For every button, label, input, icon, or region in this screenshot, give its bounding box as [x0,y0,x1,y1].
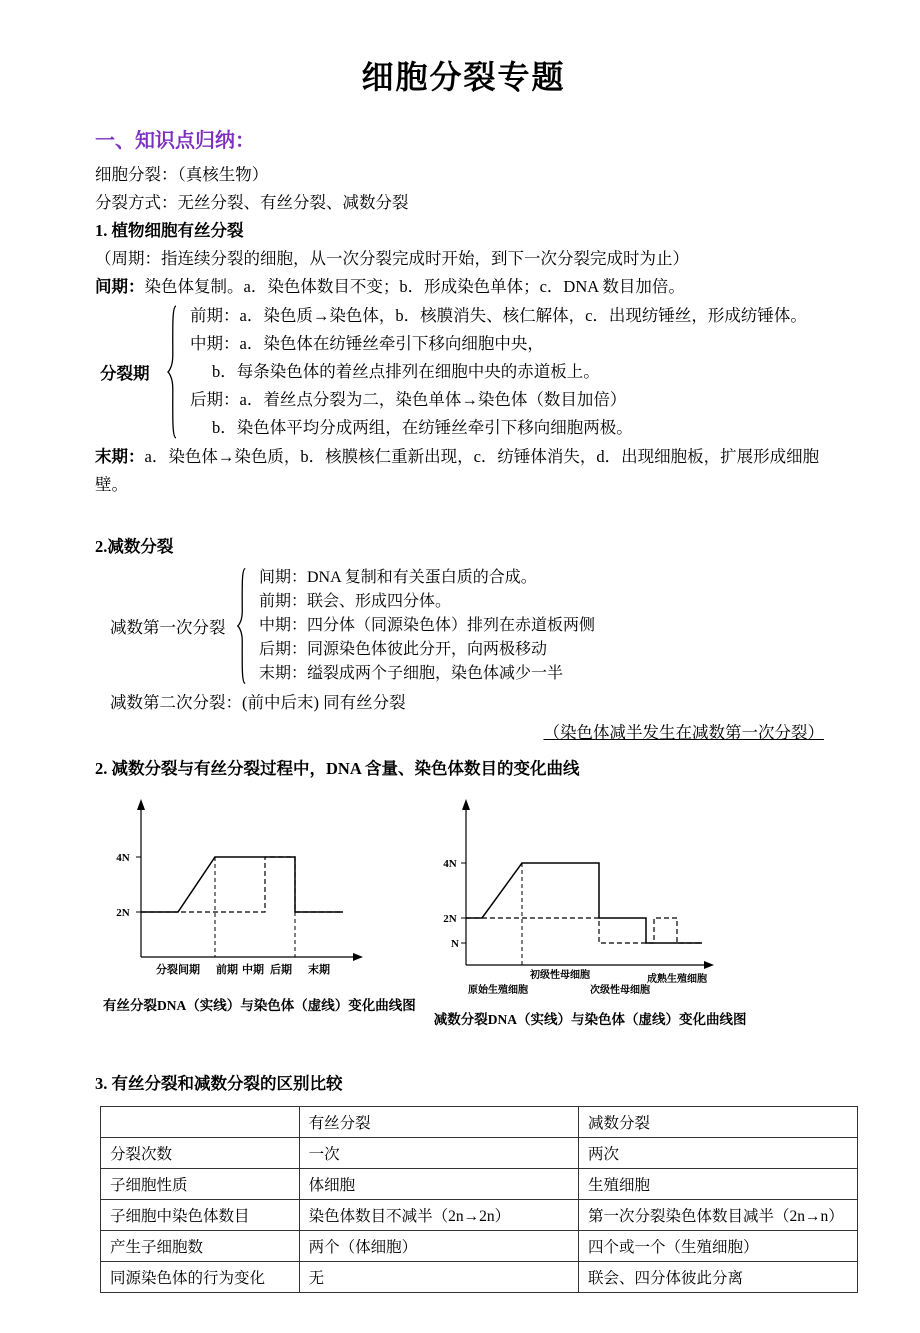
meiosis1-telophase-line: 末期：缢裂成两个子细胞，染色体减少一半 [259,665,564,682]
row-label: 子细胞中染色体数目 [101,1200,300,1231]
phase-label-prophase: 前期 [216,964,238,976]
chromosome-dashed-line [466,918,702,943]
row-label: 同源染色体的行为变化 [101,1262,300,1293]
y-tick-n: N [450,938,459,950]
mitosis-chart-caption: 有丝分裂DNA（实线）与染色体（虚线）变化曲线图 [103,998,416,1013]
phase-label-metaphase: 中期 [242,964,264,976]
row-label: 产生子细胞数 [101,1231,300,1262]
meiosis-curve-chart [434,795,747,1028]
stage-label-original-cell: 原始生殖细胞 [467,985,528,996]
y-tick-2n: 2N [116,907,130,919]
telophase-text: a．染色体→染色质，b．核膜核仁重新出现，c．纺锤体消失，d．出现细胞板，扩展形成细胞壁。 [95,447,820,494]
y-axis-arrow-icon [462,799,470,810]
phase-label-telophase: 末期 [308,964,330,976]
mitosis-interphase-line [95,273,832,301]
meiosis-first-division-group [110,565,832,687]
intro-line-cell-division: 细胞分裂：（真核生物） [95,165,269,184]
telophase-label: 末期： [95,447,145,466]
mitosis-metaphase-line-a: 中期：a．染色体在纺锤丝牵引下移向细胞中央， [190,334,544,353]
mitosis-anaphase-line-b: b．染色体平均分成两组，在纺锤丝牵引下移向细胞两极。 [212,418,633,437]
row-meiosis-value: 第一次分裂染色体数目减半（2n→n） [579,1200,858,1231]
mitosis-heading: 1. 植物细胞有丝分裂 [95,221,244,240]
stage-label-secondary-cell: 次级性母细胞 [589,985,650,996]
comparison-table [100,1106,858,1293]
row-mitosis-value: 染色体数目不减半（2n→2n） [299,1200,578,1231]
meiosis-first-label: 减数第一次分裂 [110,618,226,637]
y-axis-arrow-icon [137,799,145,810]
chromosome-halving-note: （染色体减半发生在减数第一次分裂） [543,723,824,742]
table-row [101,1200,858,1231]
y-tick-4n: 4N [443,858,457,870]
stage-label-mature-cell: 成熟生殖细胞 [646,974,707,985]
curly-brace-icon [234,565,249,687]
meiosis-curve-plot [434,795,734,1001]
meiosis-chart-caption: 减数分裂DNA（实线）与染色体（虚线）变化曲线图 [433,1012,747,1027]
row-mitosis-value: 一次 [299,1138,578,1169]
table-header-row [101,1107,858,1138]
table-corner-cell [101,1107,300,1138]
mitosis-cycle-note: （周期：指连续分裂的细胞，从一次分裂完成时开始，到下一次分裂完成时为止） [95,249,689,268]
division-phase-label: 分裂期 [100,364,150,383]
mitosis-telophase-line [95,443,832,499]
stage-label-primary-cell: 初级性母细胞 [529,970,590,981]
meiosis-second-division-line: 减数第二次分裂：(前中后末) 同有丝分裂 [110,693,406,712]
row-meiosis-value: 四个或一个（生殖细胞） [579,1231,858,1262]
dna-solid-line [466,863,702,943]
meiosis1-interphase-line: 间期：DNA 复制和有关蛋白质的合成。 [259,569,537,586]
table-header-mitosis: 有丝分裂 [299,1107,578,1138]
table-row [101,1169,858,1200]
row-meiosis-value: 两次 [579,1138,858,1169]
x-axis-arrow-icon [704,961,714,969]
row-mitosis-value: 体细胞 [299,1169,578,1200]
y-tick-4n: 4N [116,852,130,864]
knowledge-heading: 一、知识点归纳： [95,130,255,152]
curly-brace-icon [164,302,180,442]
table-row [101,1262,858,1293]
meiosis1-metaphase-line: 中期：四分体（同源染色体）排列在赤道板两侧 [259,617,596,634]
row-label: 分裂次数 [101,1138,300,1169]
row-mitosis-value: 两个（体细胞） [299,1231,578,1262]
meiosis-heading: 2.减数分裂 [95,537,174,556]
mitosis-prophase-line: 前期：a．染色质→染色体，b．核膜消失、核仁解体，c．出现纺锤丝，形成纺锤体。 [190,306,807,325]
mitosis-curve-plot [103,795,388,987]
y-tick-2n: 2N [443,913,457,925]
meiosis1-anaphase-line: 后期：同源染色体彼此分开，向两极移动 [259,641,548,658]
phase-label-interphase: 分裂间期 [156,964,200,976]
mitosis-curve-chart [103,795,416,1028]
phase-label-anaphase: 后期 [270,964,292,976]
row-mitosis-value: 无 [299,1262,578,1293]
table-row [101,1138,858,1169]
curves-heading: 2. 减数分裂与有丝分裂过程中，DNA 含量、染色体数目的变化曲线 [95,759,580,778]
meiosis-first-lines [259,566,832,686]
x-axis-arrow-icon [353,953,363,961]
page-title: 细胞分裂专题 [361,59,566,95]
row-meiosis-value: 生殖细胞 [579,1169,858,1200]
mitosis-anaphase-line-a: 后期：a．着丝点分裂为二，染色单体→染色体（数目加倍） [190,390,627,409]
interphase-text: 染色体复制。a．染色体数目不变；b．形成染色单体；c．DNA 数目加倍。 [144,277,685,296]
table-row [101,1231,858,1262]
dna-solid-line [141,857,343,912]
table-header-meiosis: 减数分裂 [579,1107,858,1138]
row-meiosis-value: 联会、四分体彼此分离 [579,1262,858,1293]
mitosis-division-lines [190,302,832,442]
row-label: 子细胞性质 [101,1169,300,1200]
meiosis1-prophase-line: 前期：联会、形成四分体。 [259,593,452,610]
comparison-heading: 3. 有丝分裂和减数分裂的区别比较 [95,1074,343,1093]
chromosome-dashed-line [141,857,343,912]
interphase-label: 间期： [95,277,145,296]
mitosis-division-phase-group [95,302,832,442]
charts-row [103,795,832,1028]
mitosis-metaphase-line-b: b．每条染色体的着丝点排列在细胞中央的赤道板上。 [212,362,600,381]
intro-line-division-modes: 分裂方式：无丝分裂、有丝分裂、减数分裂 [95,193,409,212]
